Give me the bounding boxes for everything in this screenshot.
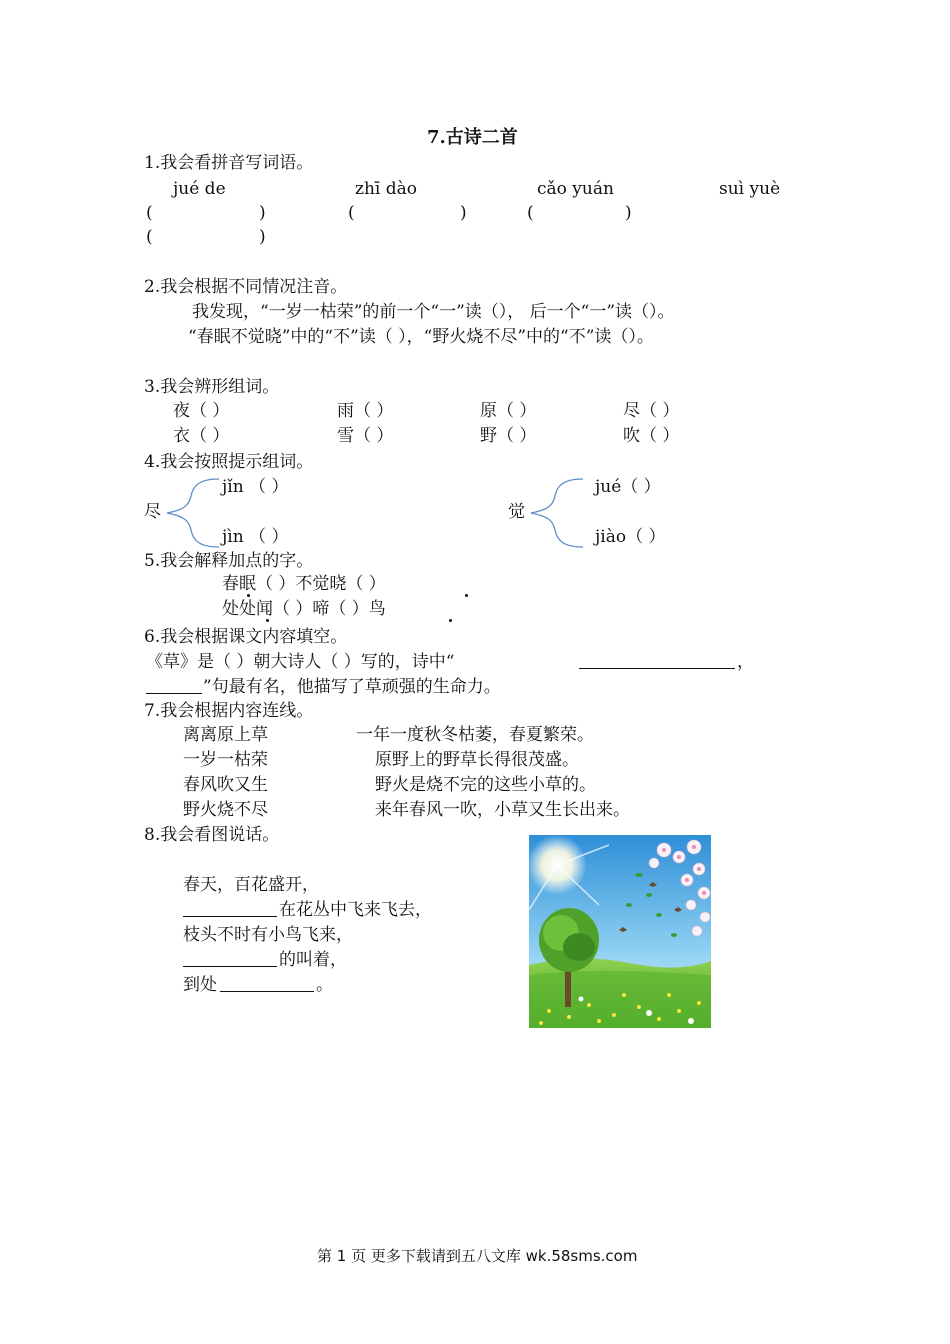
q7-right-item: 来年春风一吹，小草又生长出来。 xyxy=(375,800,630,820)
q8-answer-blank xyxy=(183,900,277,917)
q7-right-item: 一年一度秋冬枯萎，春夏繁荣。 xyxy=(356,725,594,745)
q1-heading: 1.我会看拼音写词语。 xyxy=(144,153,314,173)
q2-heading: 2.我会根据不同情况注音。 xyxy=(144,277,348,297)
q4-left-char: 尽 xyxy=(144,502,161,522)
q3-item: 尽（ ） xyxy=(623,401,680,421)
page-footer: 第 1 页 更多下载请到五八文库 wk.58sms.com xyxy=(317,1247,638,1265)
emphasis-dot xyxy=(247,594,250,597)
q3-heading: 3.我会辨形组词。 xyxy=(144,377,280,397)
q4-right-top: jué（ ） xyxy=(595,477,661,497)
q3-item: 雪（ ） xyxy=(337,426,394,446)
q1-blank-4-close: ) xyxy=(259,227,266,247)
q8-line-5-start: 到处 xyxy=(183,975,217,995)
q7-right-item: 野火是烧不完的这些小草的。 xyxy=(375,775,596,795)
q5-heading: 5.我会解释加点的字。 xyxy=(144,551,314,571)
q4-right-bottom: jiào（ ） xyxy=(595,527,666,547)
q8-answer-blank xyxy=(183,950,277,967)
q4-heading: 4.我会按照提示组词。 xyxy=(144,452,314,472)
q1-pinyin-2: zhī dào xyxy=(355,179,417,199)
q7-left-item: 一岁一枯荣 xyxy=(183,750,268,770)
spring-scene-image xyxy=(529,835,711,1028)
q8-line-5-end: 。 xyxy=(316,975,333,995)
q5-line-2: 处处闻（ ）啼（ ）鸟 xyxy=(222,599,386,619)
q1-blank-4-open: ( xyxy=(146,227,153,247)
q4-left-top: jǐn （ ） xyxy=(222,477,289,497)
q1-blank-2-close: ) xyxy=(460,203,467,223)
q1-pinyin-1: jué de xyxy=(173,179,226,199)
q8-heading: 8.我会看图说话。 xyxy=(144,825,280,845)
q1-pinyin-3: cǎo yuán xyxy=(537,179,614,199)
q2-line-2: “春眠不觉晓”中的“不”读（ ），“野火烧不尽”中的“不”读（）。 xyxy=(188,327,654,347)
q4-right-char: 觉 xyxy=(508,502,525,522)
page-title: 7.古诗二首 xyxy=(427,127,518,148)
q1-blank-1-open: ( xyxy=(146,203,153,223)
q7-left-item: 春风吹又生 xyxy=(183,775,268,795)
q6-answer-blank xyxy=(579,652,735,669)
emphasis-dot xyxy=(266,619,269,622)
q7-left-item: 离离原上草 xyxy=(183,725,268,745)
q1-pinyin-4: suì yuè xyxy=(719,179,781,199)
emphasis-dot xyxy=(465,594,468,597)
q1-blank-3-close: ) xyxy=(625,203,632,223)
q7-heading: 7.我会根据内容连线。 xyxy=(144,701,314,721)
emphasis-dot xyxy=(449,619,452,622)
q3-item: 夜（ ） xyxy=(173,401,230,421)
q3-item: 雨（ ） xyxy=(337,401,394,421)
q6-line-1-comma: ， xyxy=(737,652,754,672)
q2-line-1: 我发现，“一岁一枯荣”的前一个“一”读（）， 后一个“一”读（）。 xyxy=(192,302,675,322)
left-brace-icon xyxy=(163,476,221,550)
q1-blank-3-open: ( xyxy=(527,203,534,223)
q6-answer-blank xyxy=(146,677,202,694)
q1-blank-1-close: ) xyxy=(259,203,266,223)
right-brace-icon xyxy=(527,476,585,550)
q4-left-bottom: jìn （ ） xyxy=(222,527,289,547)
q8-line-1: 春天，百花盛开， xyxy=(183,875,319,895)
q6-line-2-text: ”句最有名，他描写了草顽强的生命力。 xyxy=(203,677,501,697)
q8-line-3: 枝头不时有小鸟飞来， xyxy=(183,925,353,945)
q7-right-item: 原野上的野草长得很茂盛。 xyxy=(375,750,579,770)
q7-left-item: 野火烧不尽 xyxy=(183,800,268,820)
q5-line-1: 春眠（ ）不觉晓（ ） xyxy=(222,574,386,594)
q3-item: 原（ ） xyxy=(480,401,537,421)
q8-line-4: 的叫着， xyxy=(279,950,347,970)
q8-answer-blank xyxy=(220,975,314,992)
q3-item: 野（ ） xyxy=(480,426,537,446)
q1-blank-2-open: ( xyxy=(348,203,355,223)
q6-heading: 6.我会根据课文内容填空。 xyxy=(144,627,348,647)
q8-line-2: 在花丛中飞来飞去， xyxy=(279,900,432,920)
q6-line-1-text: 《草》是（ ）朝大诗人（ ）写的，诗中“ xyxy=(146,652,455,672)
q3-item: 吹（ ） xyxy=(623,426,680,446)
q3-item: 衣（ ） xyxy=(173,426,230,446)
